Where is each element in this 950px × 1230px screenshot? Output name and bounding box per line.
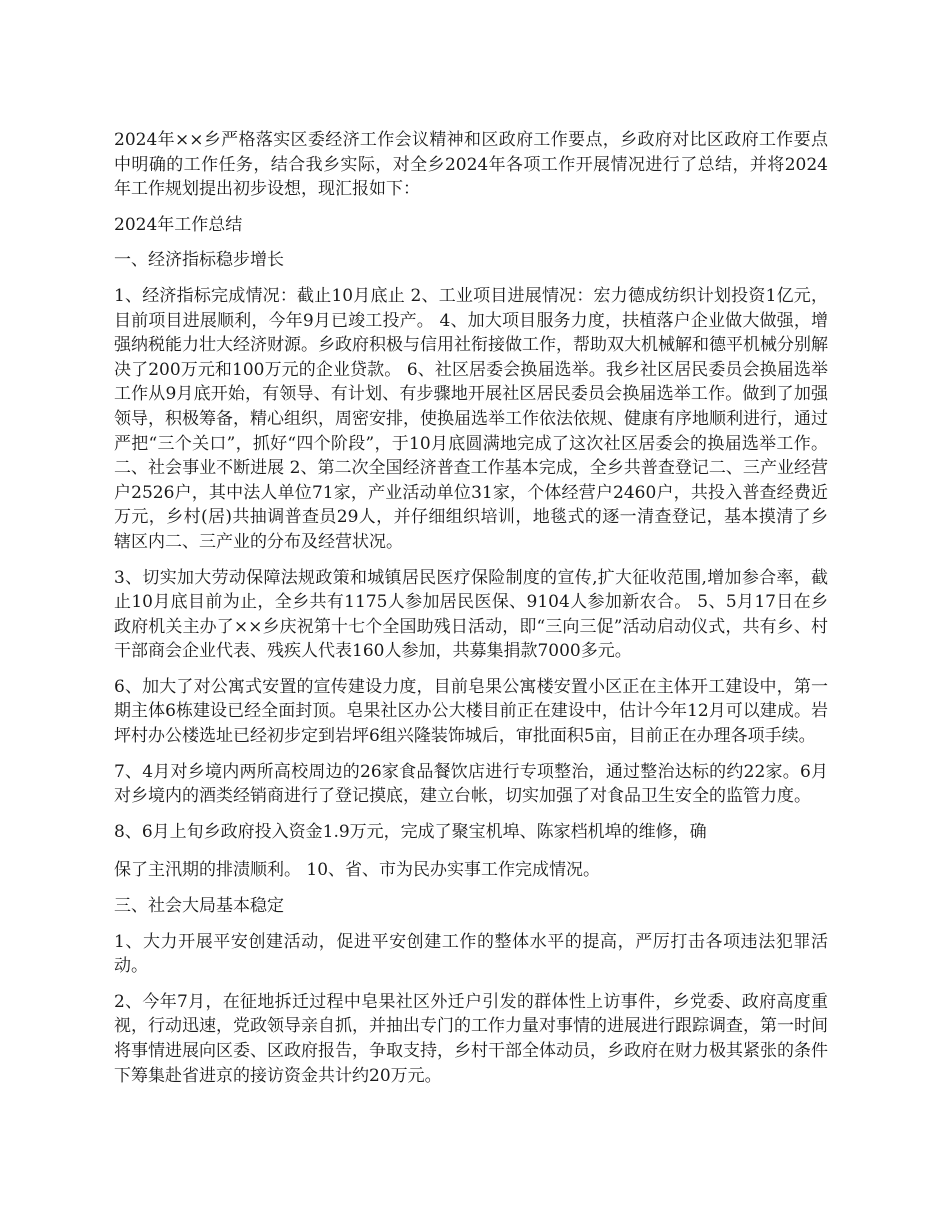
section-heading-stability: 三、社会大局基本稳定 [114, 896, 284, 917]
paragraph-food-safety: 7、4月对乡境内两所高校周边的26家食品餐饮店进行专项整治，通过整治达标的约22家。6月对乡境内的酒类经销商进行了登记摸底，建立台帐，切实加强了对食品卫生安全的监管力度。 [114, 761, 828, 807]
intro-paragraph: 2024年××乡严格落实区委经济工作会议精神和区政府工作要点，乡政府对比区政府工作要点中明确的工作任务，结合我乡实际，对全乡2024年各项工作开展情况进行了总结，并将2024年工作规划提出初步设想，现汇报如下： [114, 130, 828, 200]
section-heading-summary: 2024年工作总结 [114, 214, 243, 235]
paragraph-labor-security: 3、切实加大劳动保障法规政策和城镇居民医疗保险制度的宣传,扩大征收范围,增加参合率，截止10月底目前为止，全乡共有1175人参加居民医保、9104人参加新农合。 5、5月17日在乡政府机关主办了××乡庆祝第十七个全国助残日活动，即“三向三促”活动启动仪式，共有乡、村干部商会企业代表、残疾人代表160人参加，共募集捐款7000多元。 [114, 567, 828, 662]
paragraph-safety-campaign: 1、大力开展平安创建活动，促进平安创建工作的整体水平的提高，严厉打击各项违法犯罪活动。 [114, 931, 828, 977]
section-heading-economy: 一、经济指标稳步增长 [114, 250, 284, 271]
paragraph-funding: 8、6月上旬乡政府投入资金1.9万元，完成了聚宝机埠、陈家档机埠的维修，确 [114, 821, 707, 842]
document-body [114, 128, 828, 1099]
paragraph-apartment-resettlement: 6、加大了对公寓式安置的宣传建设力度，目前皂果公寓楼安置小区正在主体开工建设中，第一期主体6栋建设已经全面封顶。皂果社区办公大楼目前正在建设中，估计今年12月可以建成。岩坪村办公楼选址已经初步定到岩坪6组兴隆装饰城后，审批面积5亩，目前正在办理各项手续。 [114, 676, 828, 747]
paragraph-economic-indicators: 1、经济指标完成情况：截止10月底止 2、工业项目进展情况：宏力德成纺织计划投资1亿元，目前项目进展顺利，今年9月已竣工投产。 4、加大项目服务力度，扶植落户企业做大做强，增强纳税能力壮大经济财源。乡政府积极与信用社衔接做工作，帮助双大机械解和德平机械分别解决了200万元和100万元的企业贷款。 6、社区居委会换届选举。我乡社区居民委员会换届选举工作从9月底开始，有领导、有计划、有步骤地开展社区居民委员会换届选举工作。做到了加强领导，积极筹备，精心组织，周密安排，使换届选举工作依法依规、健康有序地顺利进行，通过严把“三个关口”，抓好“四个阶段”，于10月底圆满地完成了这次社区居委会的换届选举工作。 二、社会事业不断进展 2、第二次全国经济普查工作基本完成，全乡共普查登记二、三产业经营户2526户，其中法人单位71家，产业活动单位31家，个体经营户2460户，共投入普查经费近万元，乡村(居)共抽调普查员29人，并仔细组织培训，地毯式的逐一清查登记，基本摸清了乡辖区内二、三产业的分布及经营状况。 [114, 285, 828, 552]
paragraph-flood-season: 保了主汛期的排渍顺利。 10、省、市为民办实事工作完成情况。 [114, 860, 601, 881]
paragraph-petition-event: 2、今年7月，在征地拆迁过程中皂果社区外迁户引发的群体性上访事件，乡党委、政府高度重视，行动迅速，党政领导亲自抓，并抽出专门的工作力量对事情的进展进行跟踪调查，第一时间将事情进展向区委、区政府报告，争取支持，乡村干部全体动员，乡政府在财力极其紧张的条件下筹集赴省进京的接访资金共计约20万元。 [114, 991, 828, 1086]
